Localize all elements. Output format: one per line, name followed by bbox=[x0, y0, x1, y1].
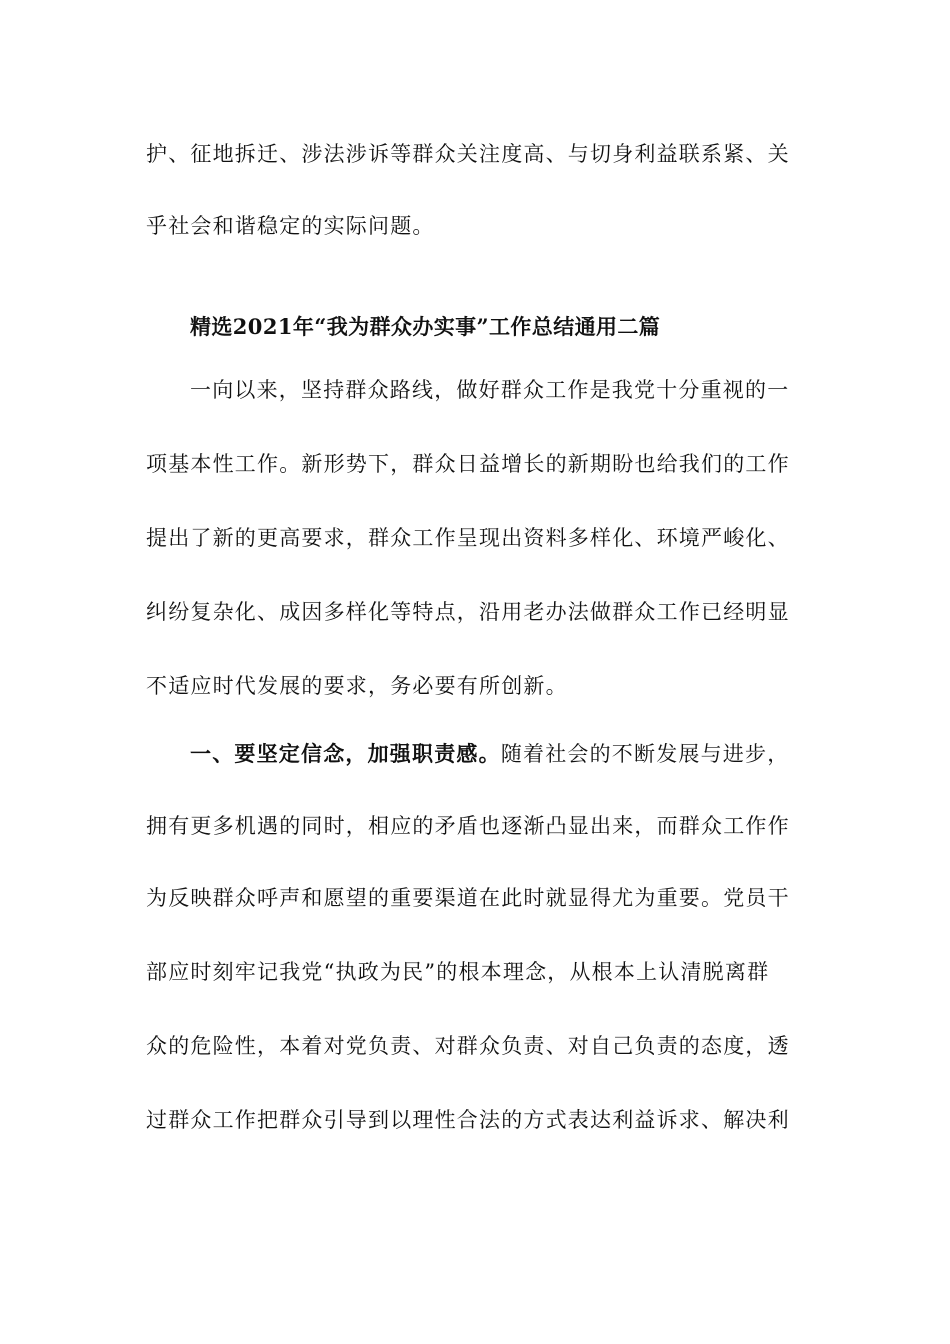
paragraph-heading: 一、要坚定信念，加强职责感。 bbox=[190, 741, 501, 766]
text-line: 不适应时代发展的要求，务必要有所创新。 bbox=[146, 674, 568, 698]
paragraph-text: 随着社会的不断发展与进步， bbox=[500, 742, 790, 766]
paragraph-first-line bbox=[190, 740, 840, 768]
text-line: 乎社会和谐稳定的实际问题。 bbox=[146, 214, 435, 238]
text-line: 为反映群众呼声和愿望的重要渠道在此时就显得尤为重要。党员干 bbox=[146, 886, 790, 910]
text-line: 部应时刻牢记我党“执政为民”的根本理念，从根本上认清脱离群 bbox=[146, 960, 770, 984]
text-line: 提出了新的更高要求，群众工作呈现出资料多样化、环境严峻化、 bbox=[146, 526, 790, 550]
text-line: 众的危险性，本着对党负责、对群众负责、对自己负责的态度，透 bbox=[146, 1034, 790, 1058]
text-line: 一向以来，坚持群众路线，做好群众工作是我党十分重视的一 bbox=[190, 378, 790, 402]
section-title: 精选2021年“我为群众办实事”工作总结通用二篇 bbox=[190, 314, 661, 339]
text-line: 项基本性工作。新形势下，群众日益增长的新期盼也给我们的工作 bbox=[146, 452, 790, 476]
text-line: 过群众工作把群众引导到以理性合法的方式表达利益诉求、解决利 bbox=[146, 1108, 790, 1132]
text-line: 护、征地拆迁、涉法涉诉等群众关注度高、与切身利益联系紧、关 bbox=[146, 142, 790, 166]
text-line: 拥有更多机遇的同时，相应的矛盾也逐渐凸显出来，而群众工作作 bbox=[146, 814, 790, 838]
text-line: 纠纷复杂化、成因多样化等特点，沿用老办法做群众工作已经明显 bbox=[146, 600, 790, 624]
